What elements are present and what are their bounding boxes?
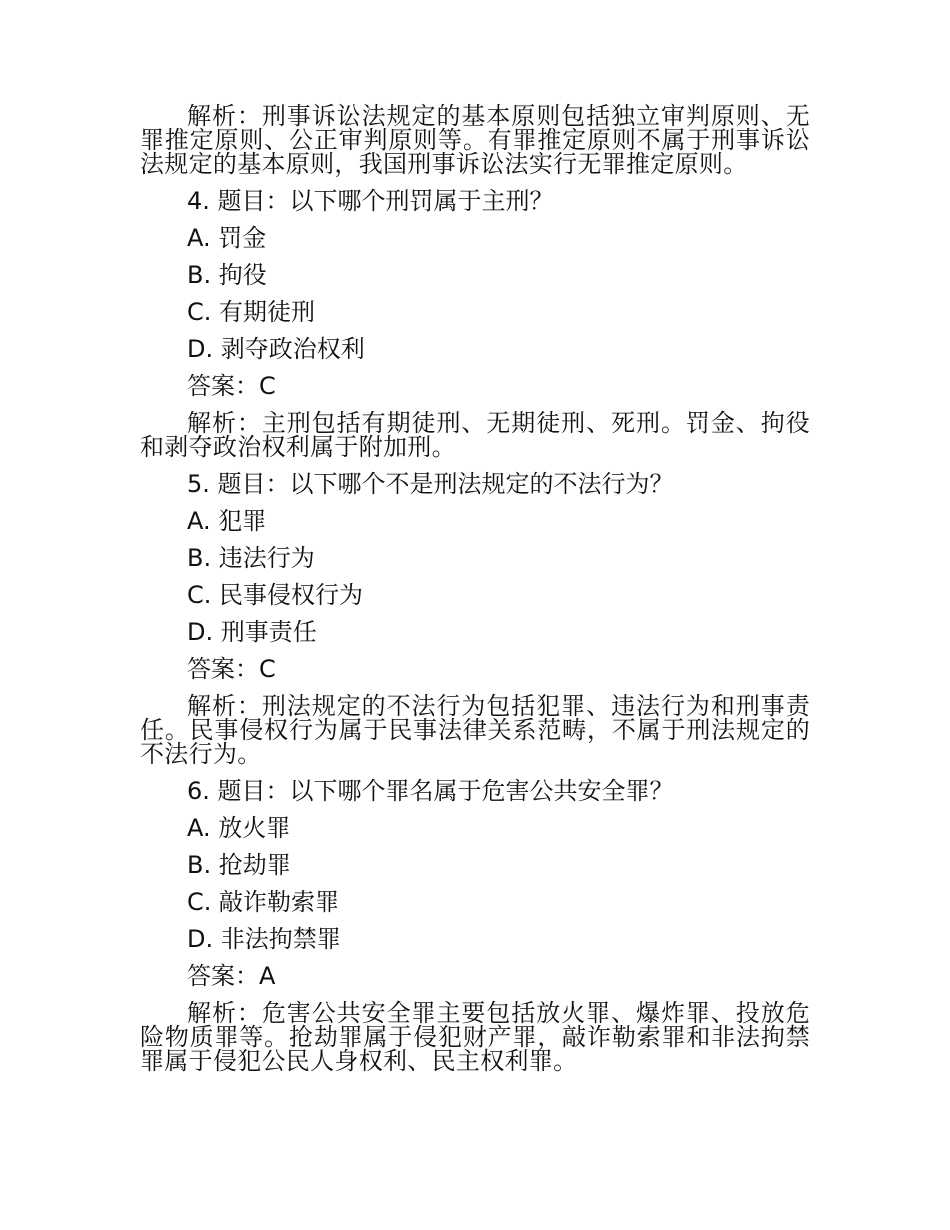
explanation-paragraph: 解析：危害公共安全罪主要包括放火罪、爆炸罪、投放危险物质罪等。抢劫罪属于侵犯财产罪，敲诈勒索罪和非法拘禁罪属于侵犯公民人身权利、民主权利罪。 <box>140 999 810 1075</box>
question-title: 5. 题目：以下哪个不是刑法规定的不法行为？ <box>187 470 674 498</box>
option-d: D. 非法拘禁罪 <box>187 925 341 953</box>
option-d: D. 刑事责任 <box>187 618 317 646</box>
answer-line: 答案：C <box>187 372 276 400</box>
document-content <box>140 104 810 1086</box>
option-c: C. 民事侵权行为 <box>187 581 364 609</box>
option-a: A. 罚金 <box>187 224 267 252</box>
question-title: 4. 题目：以下哪个刑罚属于主刑？ <box>187 187 554 215</box>
explanation-paragraph: 解析：主刑包括有期徒刑、无期徒刑、死刑。罚金、拘役和剥夺政治权利属于附加刑。 <box>140 409 810 461</box>
option-a: A. 放火罪 <box>187 814 291 842</box>
question-title: 6. 题目：以下哪个罪名属于危害公共安全罪？ <box>187 777 674 805</box>
option-c: C. 有期徒刑 <box>187 298 316 326</box>
question-block <box>140 472 810 766</box>
explanation-paragraph: 解析：刑法规定的不法行为包括犯罪、违法行为和刑事责任。民事侵权行为属于民事法律关系范畴，不属于刑法规定的不法行为。 <box>140 692 810 768</box>
option-b: B. 抢劫罪 <box>187 851 291 879</box>
answer-line: 答案：A <box>187 962 276 990</box>
option-a: A. 犯罪 <box>187 507 267 535</box>
explanation-paragraph: 解析：刑事诉讼法规定的基本原则包括独立审判原则、无罪推定原则、公正审判原则等。有罪推定原则不属于刑事诉讼法规定的基本原则，我国刑事诉讼法实行无罪推定原则。 <box>140 102 810 178</box>
option-d: D. 剥夺政治权利 <box>187 335 365 363</box>
option-b: B. 拘役 <box>187 261 267 289</box>
question-block <box>140 189 810 459</box>
question-block <box>140 779 810 1073</box>
option-b: B. 违法行为 <box>187 544 315 572</box>
answer-line: 答案：C <box>187 655 276 683</box>
option-c: C. 敲诈勒索罪 <box>187 888 340 916</box>
